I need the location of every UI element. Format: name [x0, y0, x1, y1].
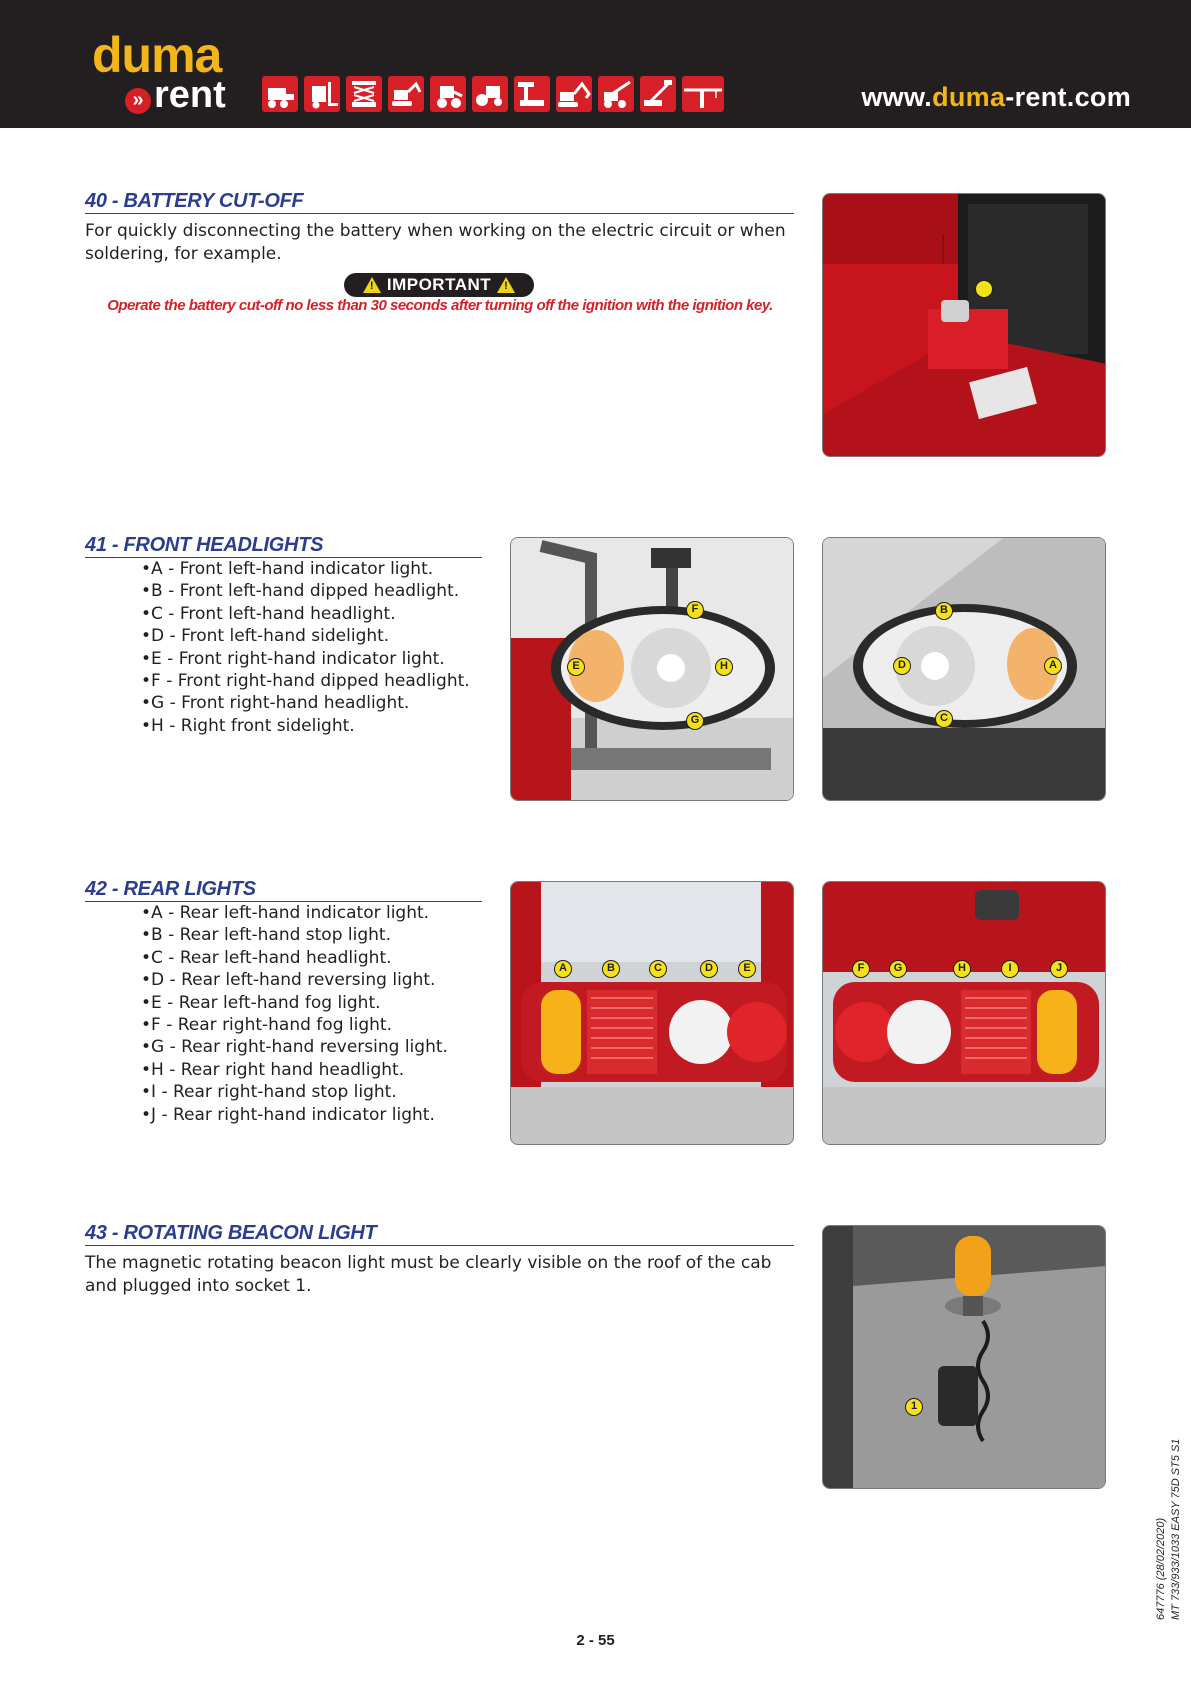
tower-crane-icon	[682, 76, 724, 112]
mast-lift-icon	[514, 76, 550, 112]
callout-label: B	[935, 602, 953, 620]
website-prefix: www.	[861, 82, 933, 112]
callout-label: J	[1050, 960, 1068, 978]
list-item: • B - Rear left-hand stop light.	[141, 924, 448, 946]
website-accent: duma	[932, 82, 1006, 112]
callout-label: C	[935, 710, 953, 728]
warning-triangle-icon: !	[363, 277, 381, 293]
scissor-lift-icon	[346, 76, 382, 112]
list-item: • G - Rear right-hand reversing light.	[141, 1036, 448, 1058]
section-41-title: 41 - FRONT HEADLIGHTS	[85, 533, 482, 558]
callout-label: A	[554, 960, 572, 978]
list-item: • G - Front right-hand headlight.	[141, 692, 470, 714]
battery-cutoff-callout	[975, 280, 993, 298]
rotating-beacon-photo	[822, 1225, 1106, 1489]
callout-label: 1	[905, 1398, 923, 1416]
logo-chevron: »	[125, 88, 151, 114]
list-item: • A - Rear left-hand indicator light.	[141, 902, 448, 924]
callout-label: A	[1044, 657, 1062, 675]
callout-label: G	[686, 712, 704, 730]
callout-label: C	[649, 960, 667, 978]
battery-warning-text: Operate the battery cut-off no less than 30 seconds after turning off the ignition with the ignition key.	[107, 297, 773, 314]
rear-left-lights-photo	[510, 881, 794, 1145]
website-url[interactable]	[861, 82, 1131, 113]
rear-right-lights-photo	[822, 881, 1106, 1145]
reference-line-1: 647776 (28/02/2020)	[1155, 1517, 1167, 1620]
page-number: 2 - 55	[576, 1632, 615, 1649]
callout-label: F	[686, 601, 704, 619]
list-item: • C - Rear left-hand headlight.	[141, 947, 448, 969]
important-badge	[344, 273, 534, 297]
front-right-headlight-photo	[510, 537, 794, 801]
list-item: • D - Rear left-hand reversing light.	[141, 969, 448, 991]
callout-label: D	[893, 657, 911, 675]
callout-label: D	[700, 960, 718, 978]
boom-lift-icon	[640, 76, 676, 112]
callout-label: I	[1001, 960, 1019, 978]
list-item: • B - Front left-hand dipped headlight.	[141, 580, 470, 602]
list-item: • E - Rear left-hand fog light.	[141, 992, 448, 1014]
machine-icons-strip	[262, 76, 724, 112]
callout-label: B	[602, 960, 620, 978]
website-suffix: -rent.com	[1005, 82, 1131, 112]
reference-line-2: MT 733/933/1033 EASY 75D ST5 S1	[1170, 1438, 1182, 1620]
rear-lights-list	[141, 902, 448, 1126]
telehandler-icon	[598, 76, 634, 112]
callout-label: F	[852, 960, 870, 978]
document-reference	[1154, 1439, 1184, 1620]
callout-label: E	[738, 960, 756, 978]
callout-label: G	[889, 960, 907, 978]
battery-cutoff-photo	[822, 193, 1106, 457]
wheel-loader-icon	[430, 76, 466, 112]
excavator-icon	[556, 76, 592, 112]
list-item: • H - Right front sidelight.	[141, 715, 470, 737]
forklift-icon	[304, 76, 340, 112]
logo-duma-text: duma	[92, 27, 222, 83]
compactor-icon	[472, 76, 508, 112]
list-item: • F - Front right-hand dipped headlight.	[141, 670, 470, 692]
warning-triangle-icon: !	[497, 277, 515, 293]
list-item: • C - Front left-hand headlight.	[141, 603, 470, 625]
important-label: IMPORTANT	[386, 275, 492, 294]
logo-rent-text: rent	[154, 74, 226, 116]
list-item: • F - Rear right-hand fog light.	[141, 1014, 448, 1036]
page-header	[0, 0, 1191, 128]
section-40-text: For quickly disconnecting the battery when working on the electric circuit or when soldering, for example.	[85, 221, 786, 264]
callout-label: E	[567, 658, 585, 676]
list-item: • I - Rear right-hand stop light.	[141, 1081, 448, 1103]
front-headlights-list	[141, 558, 470, 737]
skid-steer-icon	[262, 76, 298, 112]
mini-excavator-icon	[388, 76, 424, 112]
section-40-title: 40 - BATTERY CUT-OFF	[85, 189, 794, 214]
section-42-title: 42 - REAR LIGHTS	[85, 877, 482, 902]
section-43-text: The magnetic rotating beacon light must be clearly visible on the roof of the cab and plugged into socket 1.	[85, 1253, 772, 1296]
front-left-headlight-photo	[822, 537, 1106, 801]
section-43-title: 43 - ROTATING BEACON LIGHT	[85, 1221, 794, 1246]
callout-label: H	[953, 960, 971, 978]
list-item: • A - Front left-hand indicator light.	[141, 558, 470, 580]
list-item: • H - Rear right hand headlight.	[141, 1059, 448, 1081]
callout-label: H	[715, 658, 733, 676]
list-item: • D - Front left-hand sidelight.	[141, 625, 470, 647]
list-item: • E - Front right-hand indicator light.	[141, 648, 470, 670]
list-item: • J - Rear right-hand indicator light.	[141, 1104, 448, 1126]
